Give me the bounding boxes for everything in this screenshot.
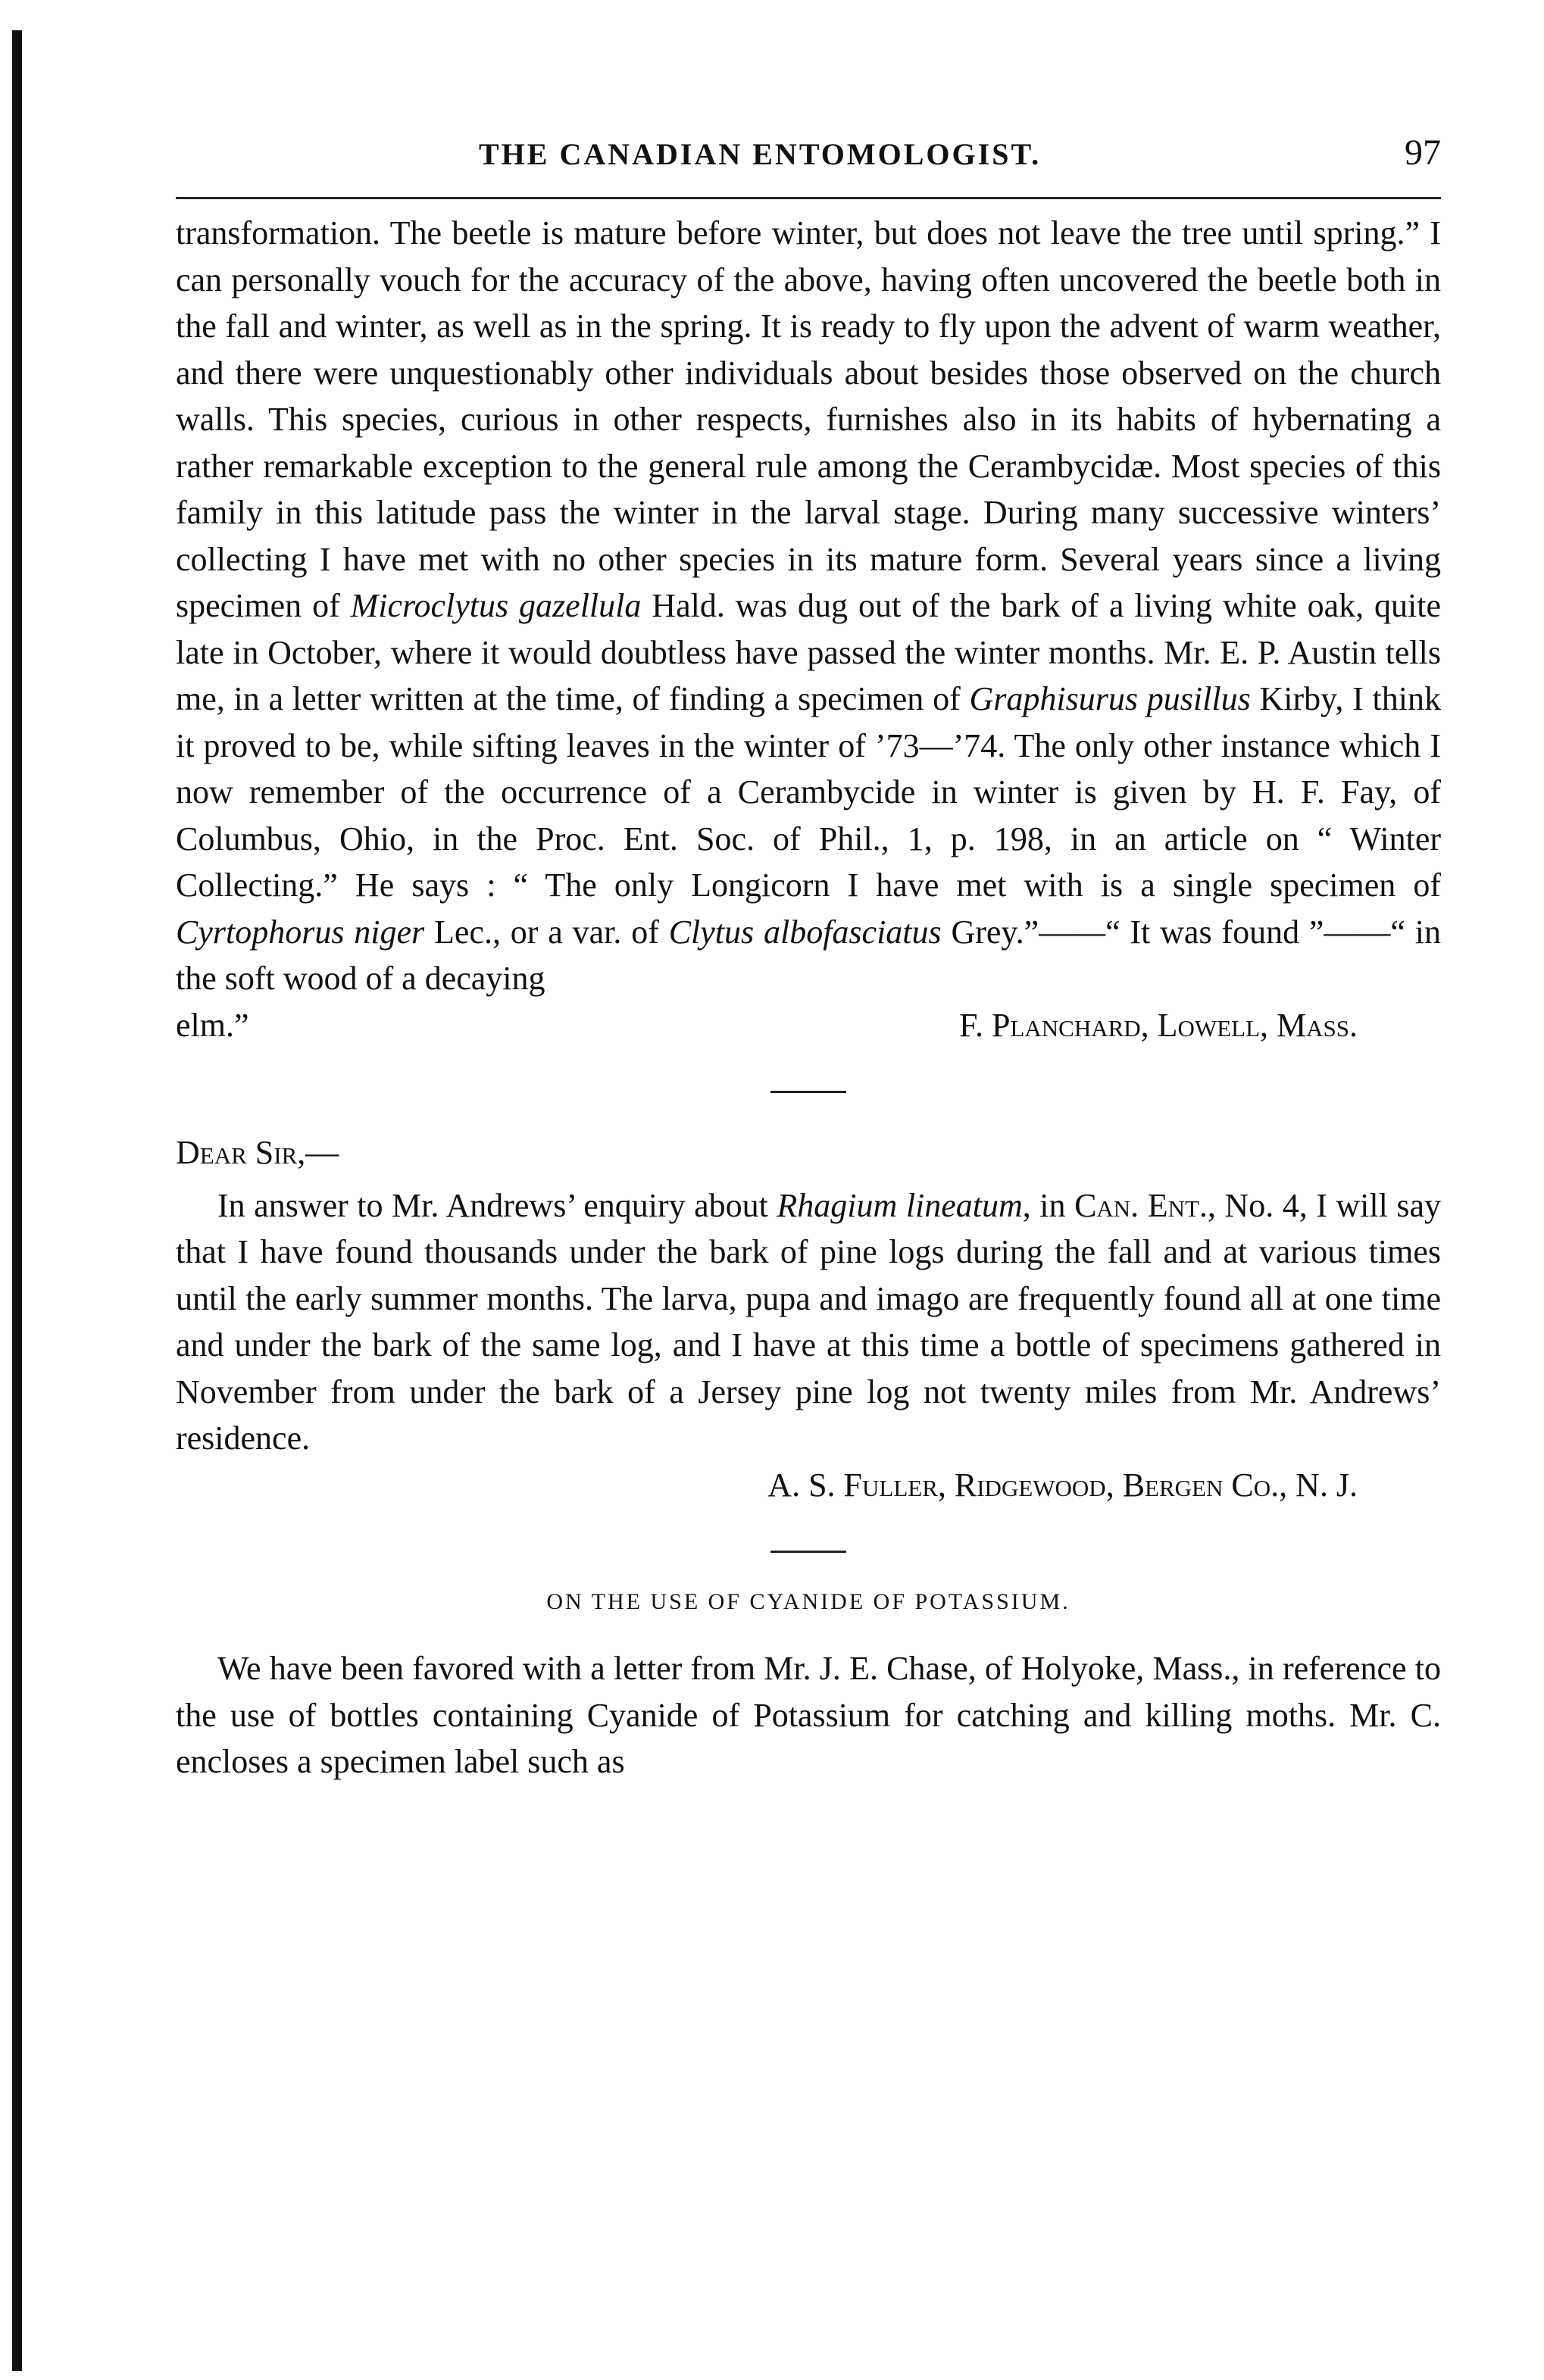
species-name: Graphisurus pusillus <box>969 680 1251 717</box>
letter-planchard <box>176 210 1441 1048</box>
closing-text: elm.” <box>176 1006 249 1044</box>
signature: A. S. Fuller, Ridgewood, Bergen Co., N. J. <box>767 1466 1358 1504</box>
body-text: transformation. The beetle is mature before winter, but does not leave the tree until spring.” I can personally vouch for the accuracy of the above, having often uncovered the beetle both in the fall and winter, as well as in the spring. It is ready to fly upon the advent of warm weather, and there were unquestionably other individuals about besides those observed on the church walls. This species, curious in other respects, furnishes also in its habits of hybernating a rather remarkable exception to the general rule among the Cerambycidæ. Most species of this family in this latitude pass the winter in the larval stage. During many successive winters’ collecting I have met with no other species in its mature form. Several years since a living specimen of <box>176 214 1441 624</box>
body-text: Kirby, I think it proved to be, while sifting leaves in the winter of ’73—’74. The only other instance which I now remember of the occurrence of a Cerambycide in winter is given by H. F. Fay, of Columbus, Ohio, in the Proc. Ent. Soc. of Phil., 1, p. 198, in an article on “ Winter Collecting.” He says : “ The only Longicorn I have met with is a single specimen of <box>176 680 1441 904</box>
journal-abbreviation: Can. Ent. <box>1074 1186 1208 1224</box>
signature: F. Planchard, Lowell, Mass. <box>959 1006 1358 1044</box>
body-text: Lec., or a var. of <box>424 913 669 951</box>
page-number: 97 <box>1405 133 1441 173</box>
body-text: , No. 4, I will say that I have found thousands under the bark of pine logs during the fall and at various times until the early summer months. The larva, pupa and imago are frequently found all at one time and under the bark of the same log, and I have at this time a bottle of specimens gathered in November from under the bark of a Jersey pine log not twenty miles from Mr. Andrews’ residence. <box>176 1186 1442 1457</box>
article-cyanide <box>176 1589 1441 1785</box>
species-name: Clytus albofasciatus <box>668 913 942 951</box>
species-name: Microclytus gazellula <box>350 587 642 624</box>
species-name: Cyrtophorus niger <box>176 913 425 951</box>
letter-body <box>176 1182 1441 1462</box>
scan-binding-edge <box>12 30 22 2371</box>
letter-body <box>176 210 1441 1002</box>
article-body: We have been favored with a letter from Mr. J. E. Chase, of Holyoke, Mass., in reference to the use of bottles containing Cyanide of Potassium for catching and killing moths. Mr. C. encloses a specimen label such as <box>176 1650 1441 1780</box>
section-divider <box>770 1091 846 1093</box>
journal-page <box>176 133 1442 1785</box>
salutation: Dear Sir,— <box>176 1134 339 1171</box>
closing-line <box>176 1002 1441 1049</box>
body-text: , in <box>1022 1186 1075 1224</box>
journal-title: THE CANADIAN ENTOMOLOGIST. <box>479 137 1042 171</box>
running-head <box>176 133 1441 197</box>
header-rule <box>176 197 1441 199</box>
body-text: In answer to Mr. Andrews’ enquiry about <box>217 1186 777 1224</box>
body-text: Grey.”——“ It was found ”——“ in the soft wood of a decaying <box>176 913 1442 997</box>
section-heading: ON THE USE OF CYANIDE OF POTASSIUM. <box>546 1589 1070 1614</box>
section-divider <box>770 1551 846 1553</box>
letter-fuller <box>176 1129 1441 1508</box>
species-name: Rhagium lineatum <box>777 1186 1023 1224</box>
body-text: Hald. was dug out of the bark of a living white oak, quite late in October, where it would doubtless have passed the winter months. Mr. E. P. Austin tells me, in a letter written at the time, of finding a specimen of <box>176 587 1442 717</box>
